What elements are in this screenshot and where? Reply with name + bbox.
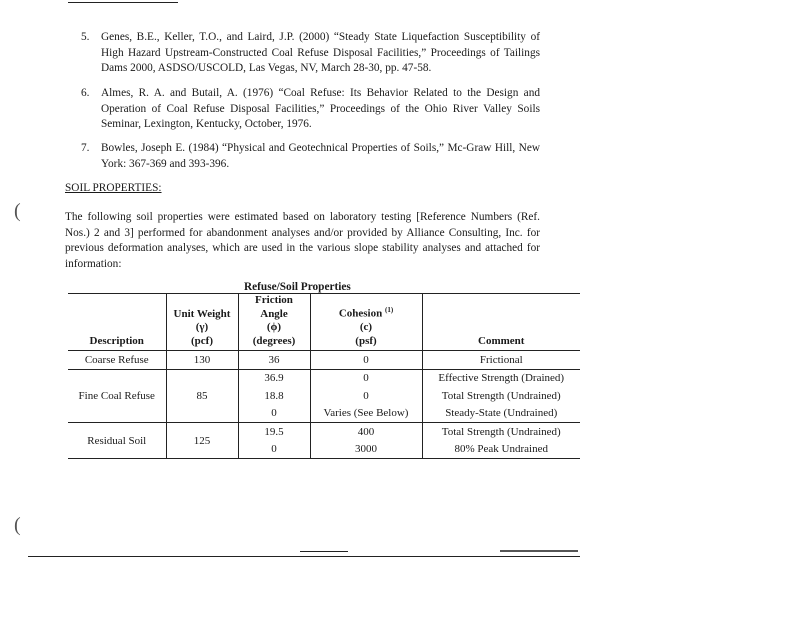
cell-description: Coarse Refuse <box>68 351 166 370</box>
reference-text: Genes, B.E., Keller, T.O., and Laird, J.P. (2000) “Steady State Liquefaction Susceptibility of High Hazard Upstream-Constructed Coal Refuse Disposal Facilities,” Proceedings of Tailings Dams 2000, ASDSO/USCOLD, Las Vegas, NV, March 28-30, pp. 47-58. <box>101 31 540 74</box>
header-cohesion: Cohesion $^{(1)}$ (c) (psf) <box>310 294 422 351</box>
cell-angle: 36 <box>238 351 310 370</box>
reference-number: 5. <box>81 31 90 43</box>
cell-comment: Total Strength (Undrained) <box>441 425 561 438</box>
reference-7 <box>65 141 540 172</box>
cell-unit-weight: 125 <box>166 423 238 459</box>
footnote-marker: (1) <box>384 305 394 314</box>
cell-cohesion: Varies (See Below) <box>310 405 422 423</box>
cell-comment: Effective Strength (Drained) <box>438 372 565 385</box>
cell-unit-weight: 85 <box>166 369 238 423</box>
table-row <box>68 351 580 370</box>
header-description: Description <box>68 294 166 351</box>
cell-cohesion: 3000 <box>310 441 422 459</box>
cell-description: Residual Soil <box>68 423 166 459</box>
cell-angle: 36.9 <box>238 369 310 387</box>
cell-cohesion: 0 <box>310 369 422 387</box>
cell-angle: 0 <box>238 405 310 423</box>
reference-text: Almes, R. A. and Butail, A. (1976) “Coal Refuse: Its Behavior Related to the Design and Operation of Coal Refuse Disposal Facilities,” Proceedings of the Ohio River Valley Soils Seminar, Lexington, Kentucky, October, 1976. <box>101 87 540 130</box>
cell-description: Fine Coal Refuse <box>68 369 166 423</box>
table-row <box>68 369 580 387</box>
reference-number: 7. <box>81 142 90 154</box>
table-row <box>68 423 580 441</box>
signature-line <box>500 550 578 552</box>
top-rule <box>68 2 178 3</box>
table-caption: Refuse/Soil Properties <box>244 281 351 293</box>
cell-angle: 18.8 <box>238 387 310 405</box>
cell-comment: Steady-State (Undrained) <box>422 405 580 423</box>
soil-properties-table <box>68 293 580 459</box>
header-unit-weight: Unit Weight (γ) (pcf) <box>166 294 238 351</box>
cell-angle: 19.5 <box>238 423 310 441</box>
cell-cohesion: 0 <box>310 387 422 405</box>
cell-unit-weight: 130 <box>166 351 238 370</box>
cell-cohesion: 400 <box>310 423 422 441</box>
cell-comment: Total Strength (Undrained) <box>441 389 561 402</box>
reference-6 <box>65 86 540 133</box>
binder-hole-mark: ( <box>14 200 21 222</box>
intro-paragraph: The following soil properties were estimated based on laboratory testing [Reference Numbers (Ref. Nos.) 2 and 3] performed for abandonment analyses and/or provided by Alliance Consulting, Inc. for previous deformation analyses, which are used in the various slope stability analyses and attached for information: <box>65 211 540 270</box>
binder-hole-mark: ( <box>14 514 21 536</box>
header-friction-angle: Friction Angle (ϕ) (degrees) <box>238 294 310 351</box>
reference-5 <box>65 30 540 77</box>
section-heading: SOIL PROPERTIES: <box>65 182 162 194</box>
signature-line <box>300 551 348 552</box>
footer-rule <box>28 556 580 557</box>
reference-text: Bowles, Joseph E. (1984) “Physical and Geotechnical Properties of Soils,” Mc-Graw Hill, New York: 367-369 and 393-396. <box>101 142 540 170</box>
cell-comment: 80% Peak Undrained <box>422 441 580 459</box>
cell-angle: 0 <box>238 441 310 459</box>
header-comment: Comment <box>422 294 580 351</box>
table-header-row <box>68 294 580 351</box>
reference-number: 6. <box>81 87 90 99</box>
cell-comment: Frictional <box>422 351 580 370</box>
cell-cohesion: 0 <box>310 351 422 370</box>
